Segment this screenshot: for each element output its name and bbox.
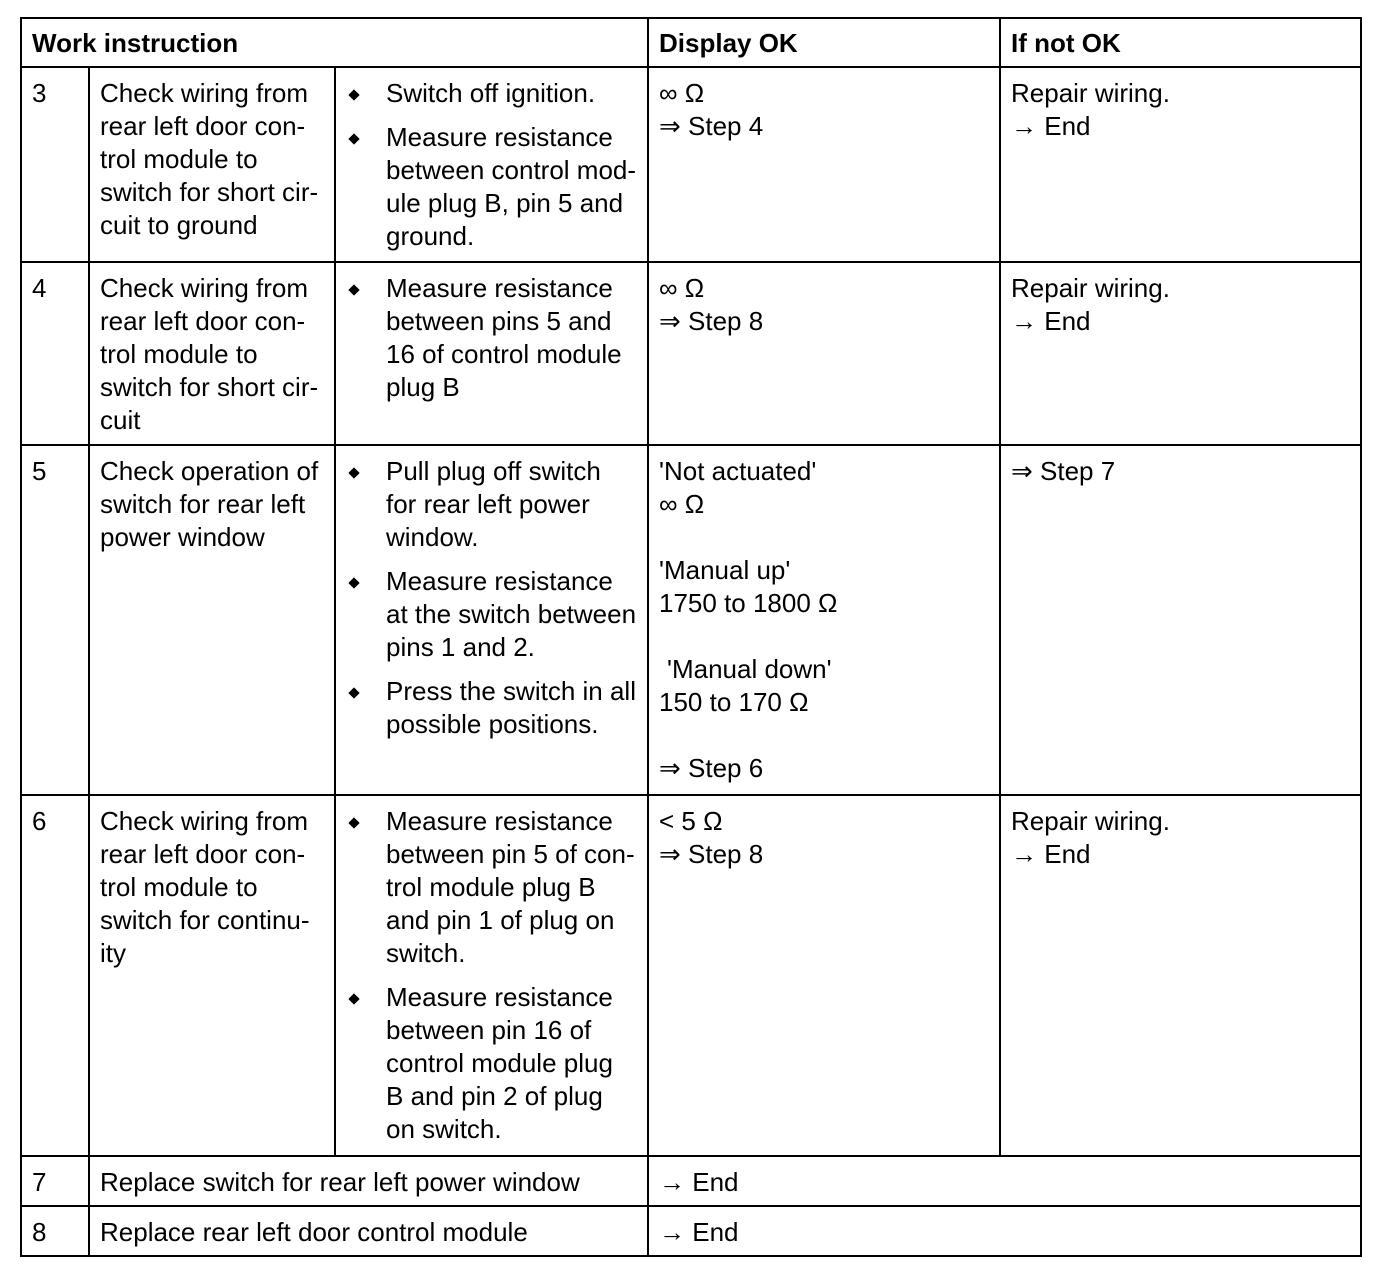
table-row xyxy=(21,1156,1361,1206)
check-description: Check wiring from rear left door con- trol module to switch for continu- ity xyxy=(89,795,335,1156)
switch-position-label: 'Manual down' xyxy=(667,654,832,684)
bullet-diamond-icon xyxy=(348,817,359,828)
resistance-value: 1750 to 1800 Ω xyxy=(659,588,838,618)
switch-position-label: 'Manual up' xyxy=(659,555,791,585)
procedure-list xyxy=(335,262,648,445)
bullet-diamond-icon xyxy=(348,467,359,478)
result-text: → End xyxy=(648,1206,1361,1256)
if-not-ok-cell: ⇒ Step 7 xyxy=(1000,445,1361,795)
procedure-item: Measure resistance between control mod- ule plug B, pin 5 and ground. xyxy=(346,121,637,253)
header-row xyxy=(21,18,1361,67)
display-ok-cell: ∞ Ω ⇒ Step 4 xyxy=(648,67,1000,262)
table-row xyxy=(21,1206,1361,1256)
step-number: 3 xyxy=(21,67,89,262)
display-ok-cell xyxy=(648,445,1000,795)
bullet-diamond-icon xyxy=(348,133,359,144)
next-step: ⇒ Step 6 xyxy=(659,753,764,783)
procedure-item: Measure resistance between pin 5 of con- trol module plug B and pin 1 of plug on switch. xyxy=(346,805,637,970)
instruction-text: Replace switch for rear left power window xyxy=(89,1156,648,1206)
resistance-value: ∞ Ω xyxy=(659,489,705,519)
procedure-item: Pull plug off switch for rear left power window. xyxy=(346,455,637,554)
switch-position-label: 'Not actuated' xyxy=(659,456,817,486)
header-display-ok: Display OK xyxy=(648,18,1000,67)
display-ok-cell: ∞ Ω ⇒ Step 8 xyxy=(648,262,1000,445)
if-not-ok-cell: Repair wiring. → End xyxy=(1000,262,1361,445)
procedure-list xyxy=(335,67,648,262)
table-row xyxy=(21,262,1361,445)
table-row xyxy=(21,445,1361,795)
procedure-item: Measure resistance between pins 5 and 16 of control module plug B xyxy=(346,272,637,404)
bullet-diamond-icon xyxy=(348,577,359,588)
procedure-list xyxy=(335,795,648,1156)
resistance-value: 150 to 170 Ω xyxy=(659,687,809,717)
if-not-ok-cell: Repair wiring. → End xyxy=(1000,67,1361,262)
work-instruction-table xyxy=(20,17,1362,1257)
table-row xyxy=(21,795,1361,1156)
check-description: Check wiring from rear left door con- trol module to switch for short cir- cuit to ground xyxy=(89,67,335,262)
check-description: Check wiring from rear left door con- trol module to switch for short cir- cuit xyxy=(89,262,335,445)
step-number: 5 xyxy=(21,445,89,795)
bullet-diamond-icon xyxy=(348,89,359,100)
procedure-item: Press the switch in all possible positions. xyxy=(346,675,637,741)
bullet-diamond-icon xyxy=(348,284,359,295)
procedure-item: Switch off ignition. xyxy=(346,77,637,110)
step-number: 4 xyxy=(21,262,89,445)
step-number: 7 xyxy=(21,1156,89,1206)
procedure-item: Measure resistance at the switch between pins 1 and 2. xyxy=(346,565,637,664)
step-number: 8 xyxy=(21,1206,89,1256)
step-number: 6 xyxy=(21,795,89,1156)
result-text: → End xyxy=(648,1156,1361,1206)
header-work-instruction: Work instruction xyxy=(21,18,648,67)
bullet-diamond-icon xyxy=(348,993,359,1004)
header-if-not-ok: If not OK xyxy=(1000,18,1361,67)
display-ok-cell: < 5 Ω ⇒ Step 8 xyxy=(648,795,1000,1156)
if-not-ok-cell: Repair wiring. → End xyxy=(1000,795,1361,1156)
table-row xyxy=(21,67,1361,262)
procedure-item: Measure resistance between pin 16 of control module plug B and pin 2 of plug on switch. xyxy=(346,981,637,1146)
bullet-diamond-icon xyxy=(348,687,359,698)
instruction-text: Replace rear left door control module xyxy=(89,1206,648,1256)
procedure-list xyxy=(335,445,648,795)
check-description: Check operation of switch for rear left power window xyxy=(89,445,335,795)
